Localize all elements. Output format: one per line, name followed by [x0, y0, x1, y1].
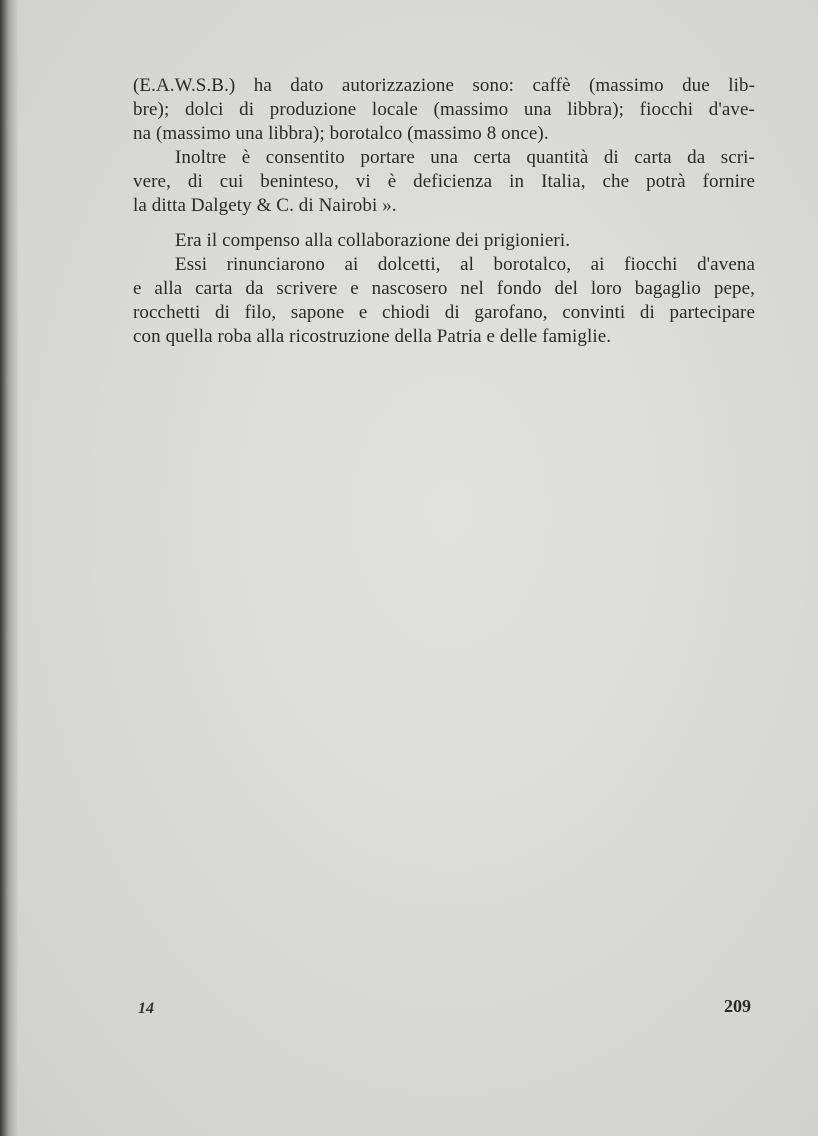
text-line: la ditta Dalgety & C. di Nairobi ». [133, 195, 397, 216]
text-line: vere, di cui beninteso, vi è deficienza in Italia, che potrà fornire [133, 171, 755, 192]
text-line: Inoltre è consentito portare una certa quantità di carta da scri- [175, 147, 755, 168]
text-line: (E.A.W.S.B.) ha dato autorizzazione sono: caffè (massimo due lib- [133, 75, 755, 96]
paragraph-3 [133, 229, 755, 253]
page-number: 209 [724, 996, 751, 1016]
text-line: Era il compenso alla collaborazione dei prigionieri. [175, 230, 571, 251]
paragraph-1 [133, 74, 755, 146]
text-line: Essi rinunciarono ai dolcetti, al borotalco, ai fiocchi d'avena [175, 254, 755, 275]
signature-mark: 14 [138, 1000, 154, 1017]
text-line: con quella roba alla ricostruzione della Patria e delle famiglie. [133, 326, 612, 347]
book-binding-edge [0, 0, 18, 1136]
body-text [133, 74, 755, 349]
paragraph-2 [133, 146, 755, 218]
text-line: bre); dolci di produzione locale (massimo una libbra); fiocchi d'ave- [133, 99, 755, 120]
text-line: rocchetti di filo, sapone e chiodi di garofano, convinti di partecipare [133, 302, 755, 323]
paragraph-4 [133, 253, 755, 349]
text-line: na (massimo una libbra); borotalco (massimo 8 once). [133, 123, 549, 144]
text-line: e alla carta da scrivere e nascosero nel fondo del loro bagaglio pepe, [133, 278, 755, 299]
